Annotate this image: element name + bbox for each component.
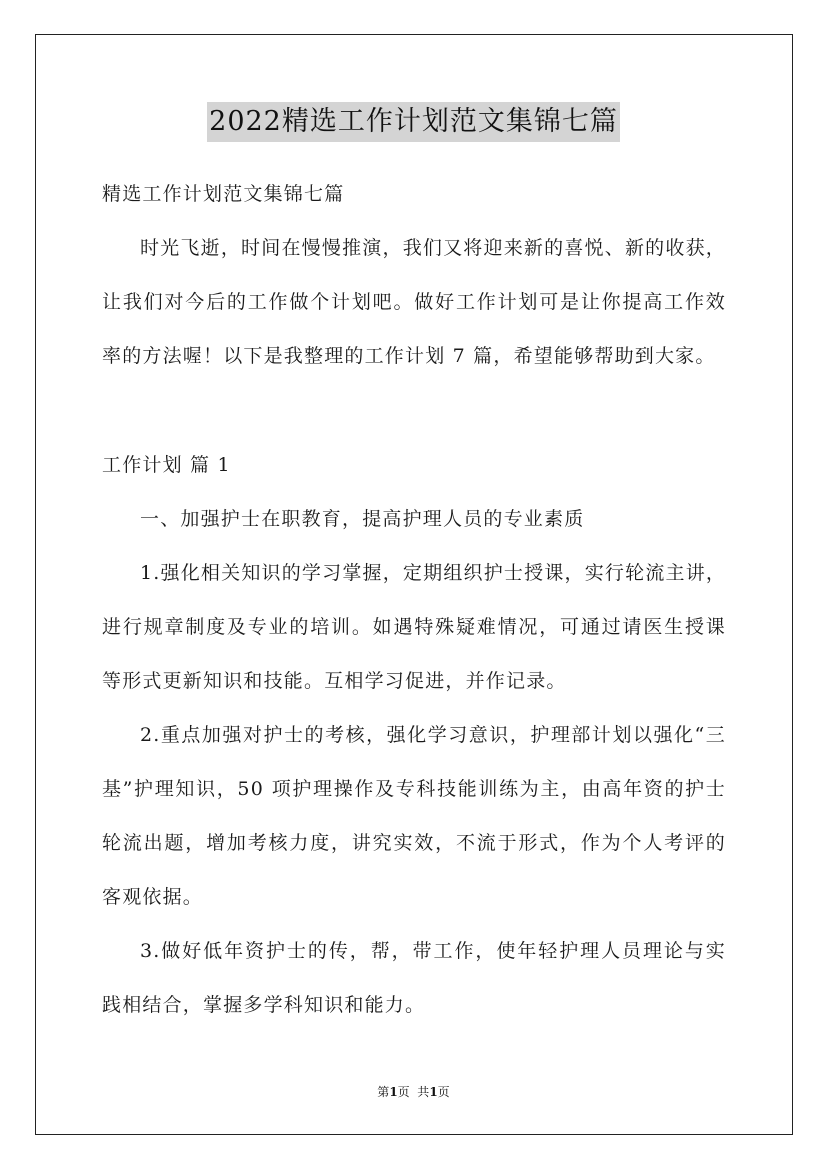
document-title: 2022精选工作计划范文集锦七篇 <box>207 102 620 142</box>
point-heading: 一、加强护士在职教育，提高护理人员的专业素质 <box>140 508 585 530</box>
item2-line-4: 客观依据。 <box>102 886 204 908</box>
document-subtitle: 精选工作计划范文集锦七篇 <box>102 183 345 205</box>
item2-line-3: 轮流出题，增加考核力度，讲究实效，不流于形式，作为个人考评的 <box>102 832 726 854</box>
title-container <box>0 102 827 142</box>
page-label-mid: 页 共 <box>397 1085 430 1099</box>
page-label-suffix: 页 <box>437 1085 450 1099</box>
intro-line-1: 时光飞逝，时间在慢慢推演，我们又将迎来新的喜悦、新的收获， <box>140 237 726 259</box>
item2-line-1: 2.重点加强对护士的考核，强化学习意识，护理部计划以强化“三 <box>140 724 726 746</box>
section-heading: 工作计划 篇 1 <box>102 454 231 476</box>
item2-line-2: 基”护理知识，50 项护理操作及专科技能训练为主，由高年资的护士 <box>102 778 726 800</box>
intro-line-2: 让我们对今后的工作做个计划吧。做好工作计划可是让你提高工作效 <box>102 291 726 313</box>
page-total: 1 <box>429 1085 438 1099</box>
item3-line-2: 践相结合，掌握多学科知识和能力。 <box>102 994 426 1016</box>
item1-line-1: 1.强化相关知识的学习掌握，定期组织护士授课，实行轮流主讲， <box>140 562 727 584</box>
item3-line-1: 3.做好低年资护士的传，帮，带工作，使年轻护理人员理论与实 <box>140 940 726 962</box>
page-label-prefix: 第 <box>377 1085 390 1099</box>
item1-line-3: 等形式更新知识和技能。互相学习促进，并作记录。 <box>102 670 567 692</box>
intro-line-3: 率的方法喔！以下是我整理的工作计划 7 篇，希望能够帮助到大家。 <box>102 345 716 367</box>
item1-line-2: 进行规章制度及专业的培训。如遇特殊疑难情况，可通过请医生授课 <box>102 616 726 638</box>
page-footer <box>0 1084 827 1100</box>
page-current: 1 <box>389 1085 398 1099</box>
